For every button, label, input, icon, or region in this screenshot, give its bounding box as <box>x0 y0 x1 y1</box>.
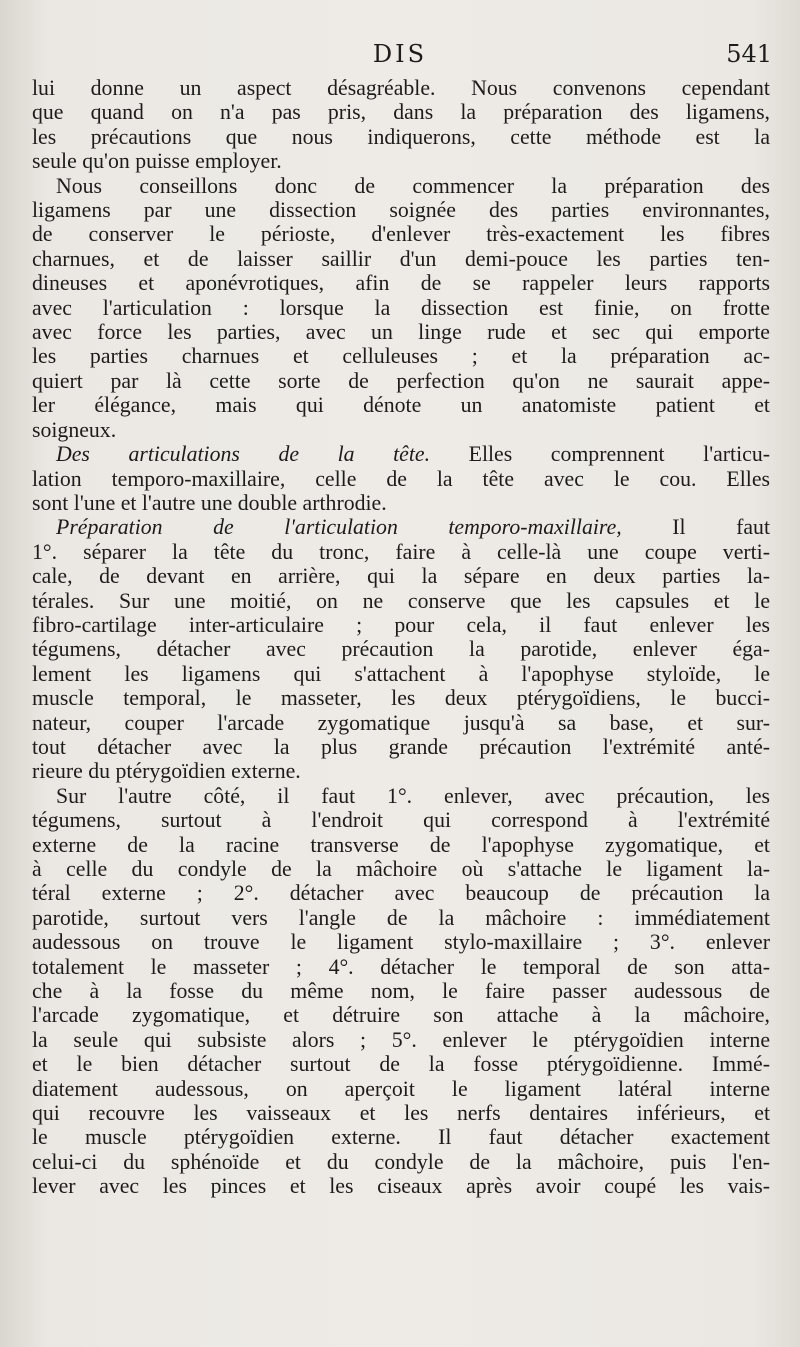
text-line: ler élégance, mais qui dénote un anatomiste patient et <box>32 393 770 418</box>
running-title: DIS <box>372 40 428 68</box>
text-line: qui recouvre les vaisseaux et les nerfs dentaires inférieurs, et <box>32 1101 770 1126</box>
text-line: sont l'une et l'autre une double arthrodie. <box>32 490 387 515</box>
text-line: tégumens, détacher avec précaution la parotide, enlever éga- <box>32 637 770 662</box>
text-line: téral externe ; 2°. détacher avec beaucoup de précaution la <box>32 881 770 906</box>
text-line: rieure du ptérygoïdien externe. <box>32 759 301 784</box>
page-number: 541 <box>726 40 772 68</box>
text-fragment: Elles comprennent l'articu- <box>468 442 770 467</box>
text-line: muscle temporal, le masseter, les deux ptérygoïdiens, le bucci- <box>32 686 770 711</box>
text-line: parotide, surtout vers l'angle de la mâchoire : immédiatement <box>32 905 770 930</box>
section-heading-tmj-preparation: Préparation de l'articulation temporo-maxillaire, <box>56 515 622 540</box>
text-line: nateur, couper l'arcade zygomatique jusqu'à sa base, et sur- <box>32 710 770 735</box>
text-line: l'arcade zygomatique, et détruire son attache à la mâchoire, <box>32 1003 770 1028</box>
text-fragment: Il faut <box>672 515 770 540</box>
text-line <box>32 442 770 466</box>
text-line: celui-ci du sphénoïde et du condyle de la mâchoire, puis l'en- <box>32 1149 770 1174</box>
text-line: et le bien détacher surtout de la fosse ptérygoïdienne. Immé- <box>32 1052 770 1077</box>
text-line: ligamens par une dissection soignée des parties environnantes, <box>32 198 770 223</box>
text-line: audessous on trouve le ligament stylo-maxillaire ; 3°. enlever <box>32 930 770 955</box>
text-line: charnues, et de laisser saillir d'un demi-pouce les parties ten- <box>32 246 770 271</box>
body-text <box>32 76 770 1199</box>
text-line: térales. Sur une moitié, on ne conserve que les capsules et le <box>32 588 770 613</box>
text-line: avec l'articulation : lorsque la dissection est finie, on frotte <box>32 295 770 320</box>
text-line: diatement audessous, on aperçoit le ligament latéral interne <box>32 1076 770 1101</box>
text-line: tégumens, surtout à l'endroit qui correspond à l'extrémité <box>32 808 770 833</box>
text-line: cale, de devant en arrière, qui la sépare en deux parties la- <box>32 564 770 589</box>
text-line: lui donne un aspect désagréable. Nous convenons cependant <box>32 76 770 100</box>
text-line: la seule qui subsiste alors ; 5°. enlever le ptérygoïdien interne <box>32 1027 770 1052</box>
text-line <box>32 515 770 539</box>
text-line: che à la fosse du même nom, le faire passer audessous de <box>32 979 770 1004</box>
text-line: le muscle ptérygoïdien externe. Il faut détacher exactement <box>32 1125 770 1150</box>
text-line: quiert par là cette sorte de perfection qu'on ne saurait appe- <box>32 368 770 393</box>
text-line: dineuses et aponévrotiques, afin de se rappeler leurs rapports <box>32 271 770 296</box>
text-line: fibro-cartilage inter-articulaire ; pour cela, il faut enlever les <box>32 612 770 637</box>
text-line: les parties charnues et celluleuses ; et la préparation ac- <box>32 344 770 369</box>
text-line: que quand on n'a pas pris, dans la préparation des ligamens, <box>32 100 770 125</box>
text-line: de conserver le périoste, d'enlever très-exactement les fibres <box>32 222 770 247</box>
section-heading-head-joints: Des articulations de la tête. <box>56 442 431 467</box>
text-line: Nous conseillons donc de commencer la préparation des <box>56 173 770 198</box>
text-line: à celle du condyle de la mâchoire où s'attache le ligament la- <box>32 857 770 881</box>
text-line: tout détacher avec la plus grande précaution l'extrémité anté- <box>32 734 770 759</box>
text-line: seule qu'on puisse employer. <box>32 149 282 174</box>
text-line: totalement le masseter ; 4°. détacher le temporal de son atta- <box>32 954 770 979</box>
text-line: 1°. séparer la tête du tronc, faire à celle-là une coupe verti- <box>32 539 770 564</box>
text-line: lement les ligamens qui s'attachent à l'apophyse styloïde, le <box>32 661 770 686</box>
text-line: lever avec les pinces et les ciseaux après avoir coupé les vais- <box>32 1174 770 1199</box>
text-line: lation temporo-maxillaire, celle de la tête avec le cou. Elles <box>32 466 770 491</box>
running-head <box>0 40 800 74</box>
text-line: soigneux. <box>32 417 117 442</box>
text-line: avec force les parties, avec un linge rude et sec qui emporte <box>32 320 770 345</box>
text-line: les précautions que nous indiquerons, cette méthode est la <box>32 124 770 149</box>
text-line: externe de la racine transverse de l'apophyse zygomatique, et <box>32 832 770 857</box>
text-line: Sur l'autre côté, il faut 1°. enlever, avec précaution, les <box>56 783 770 808</box>
